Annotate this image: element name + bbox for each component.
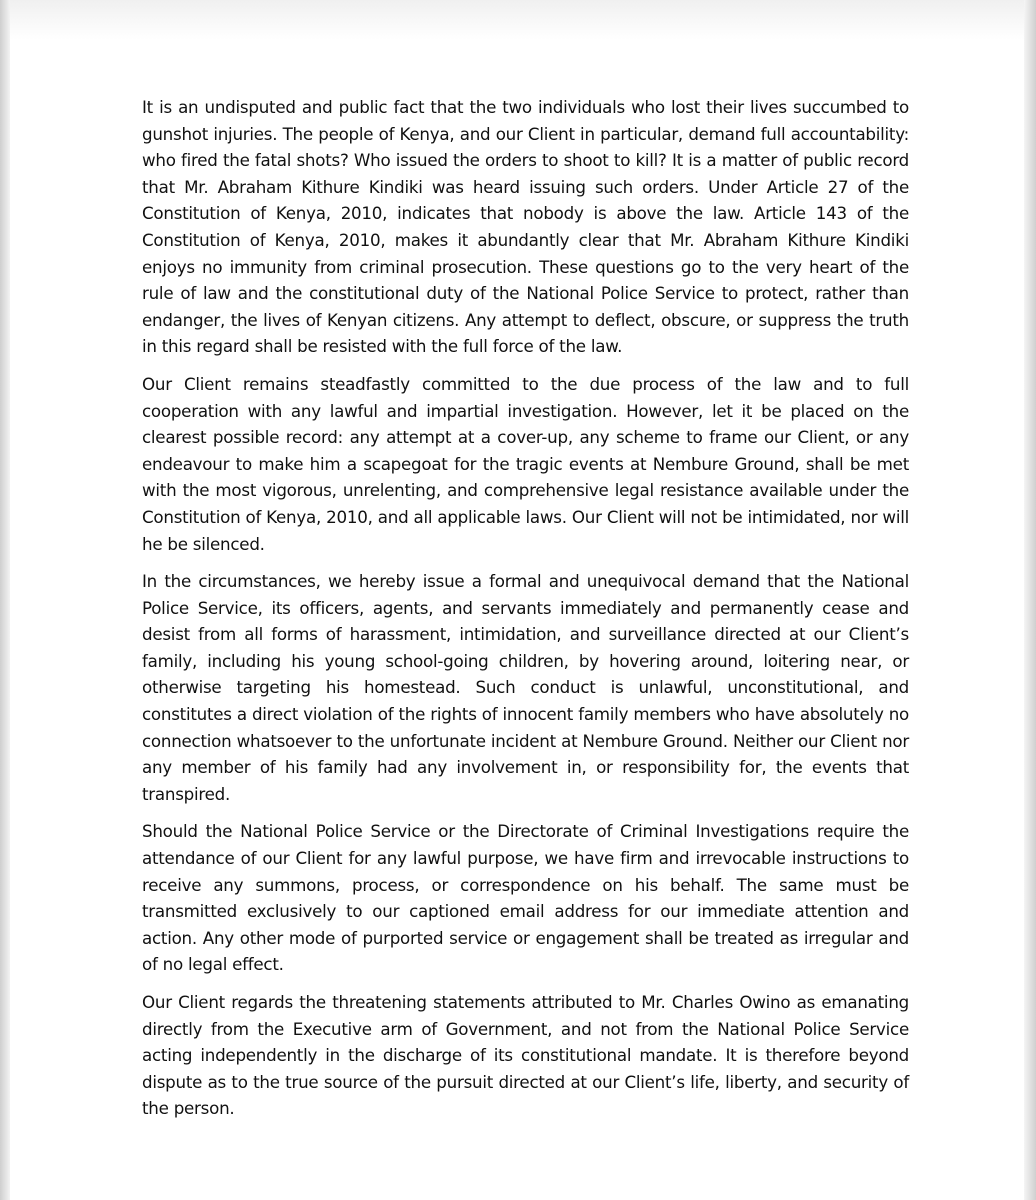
page-top-shadow bbox=[0, 0, 1036, 40]
paragraph-accountability: It is an undisputed and public fact that the two individuals who lost their lives succumbed to gunshot injuries. The people of Kenya, and our Client in particular, demand full accountability: who fired the fatal shots? Who issued the orders to shoot to kill? It is a matter of public record that Mr. Abraham Kithure Kindiki was heard issuing such orders. Under Article 27 of the Constitution of Kenya, 2010, indicates that nobody is above the law. Article 143 of the Constitution of Kenya, 2010, makes it abundantly clear that Mr. Abraham Kithure Kindiki enjoys no immunity from criminal prosecution. These questions go to the very heart of the rule of law and the constitutional duty of the National Police Service to protect, rather than endanger, the lives of Kenyan citizens. Any attempt to deflect, obscure, or suppress the truth in this regard shall be resisted with the full force of the law. bbox=[142, 97, 909, 357]
paragraph-cease-and-desist: In the circumstances, we hereby issue a formal and unequivocal demand that the National Police Service, its officers, agents, and servants immediately and permanently cease and desist from all forms of harassment, intimidation, and surveillance directed at our Client’s family, including his young school-going children, by hovering around, loitering near, or otherwise targeting his homestead. Such conduct is unlawful, unconstitutional, and constitutes a direct violation of the rights of innocent family members who have absolutely no connection whatsoever to the unfortunate incident at Nembure Ground. Neither our Client nor any member of his family had any involvement in, or responsibility for, the events that transpired. bbox=[142, 571, 909, 804]
page-left-edge bbox=[0, 0, 10, 1200]
paragraph-executive-statements: Our Client regards the threatening statements attributed to Mr. Charles Owino as emanating directly from the Executive arm of Government, and not from the National Police Service acting independently in the discharge of its constitutional mandate. It is therefore beyond dispute as to the true source of the pursuit directed at our Client’s life, liberty, and security of the person. bbox=[142, 992, 909, 1119]
page-right-edge bbox=[1024, 0, 1036, 1200]
letter-body bbox=[142, 94, 909, 1133]
paragraph-summons: Should the National Police Service or the Directorate of Criminal Investigations require the attendance of our Client for any lawful purpose, we have firm and irrevocable instructions to receive any summons, process, or correspondence on his behalf. The same must be transmitted exclusively to our captioned email address for our immediate attention and action. Any other mode of purported service or engagement shall be treated as irregular and of no legal effect. bbox=[142, 821, 909, 975]
paragraph-due-process: Our Client remains steadfastly committed to the due process of the law and to full cooperation with any lawful and impartial investigation. However, let it be placed on the clearest possible record: any attempt at a cover-up, any scheme to frame our Client, or any endeavour to make him a scapegoat for the tragic events at Nembure Ground, shall be met with the most vigorous, unrelenting, and comprehensive legal resistance available under the Constitution of Kenya, 2010, and all applicable laws. Our Client will not be intimidated, nor will he be silenced. bbox=[142, 373, 909, 554]
